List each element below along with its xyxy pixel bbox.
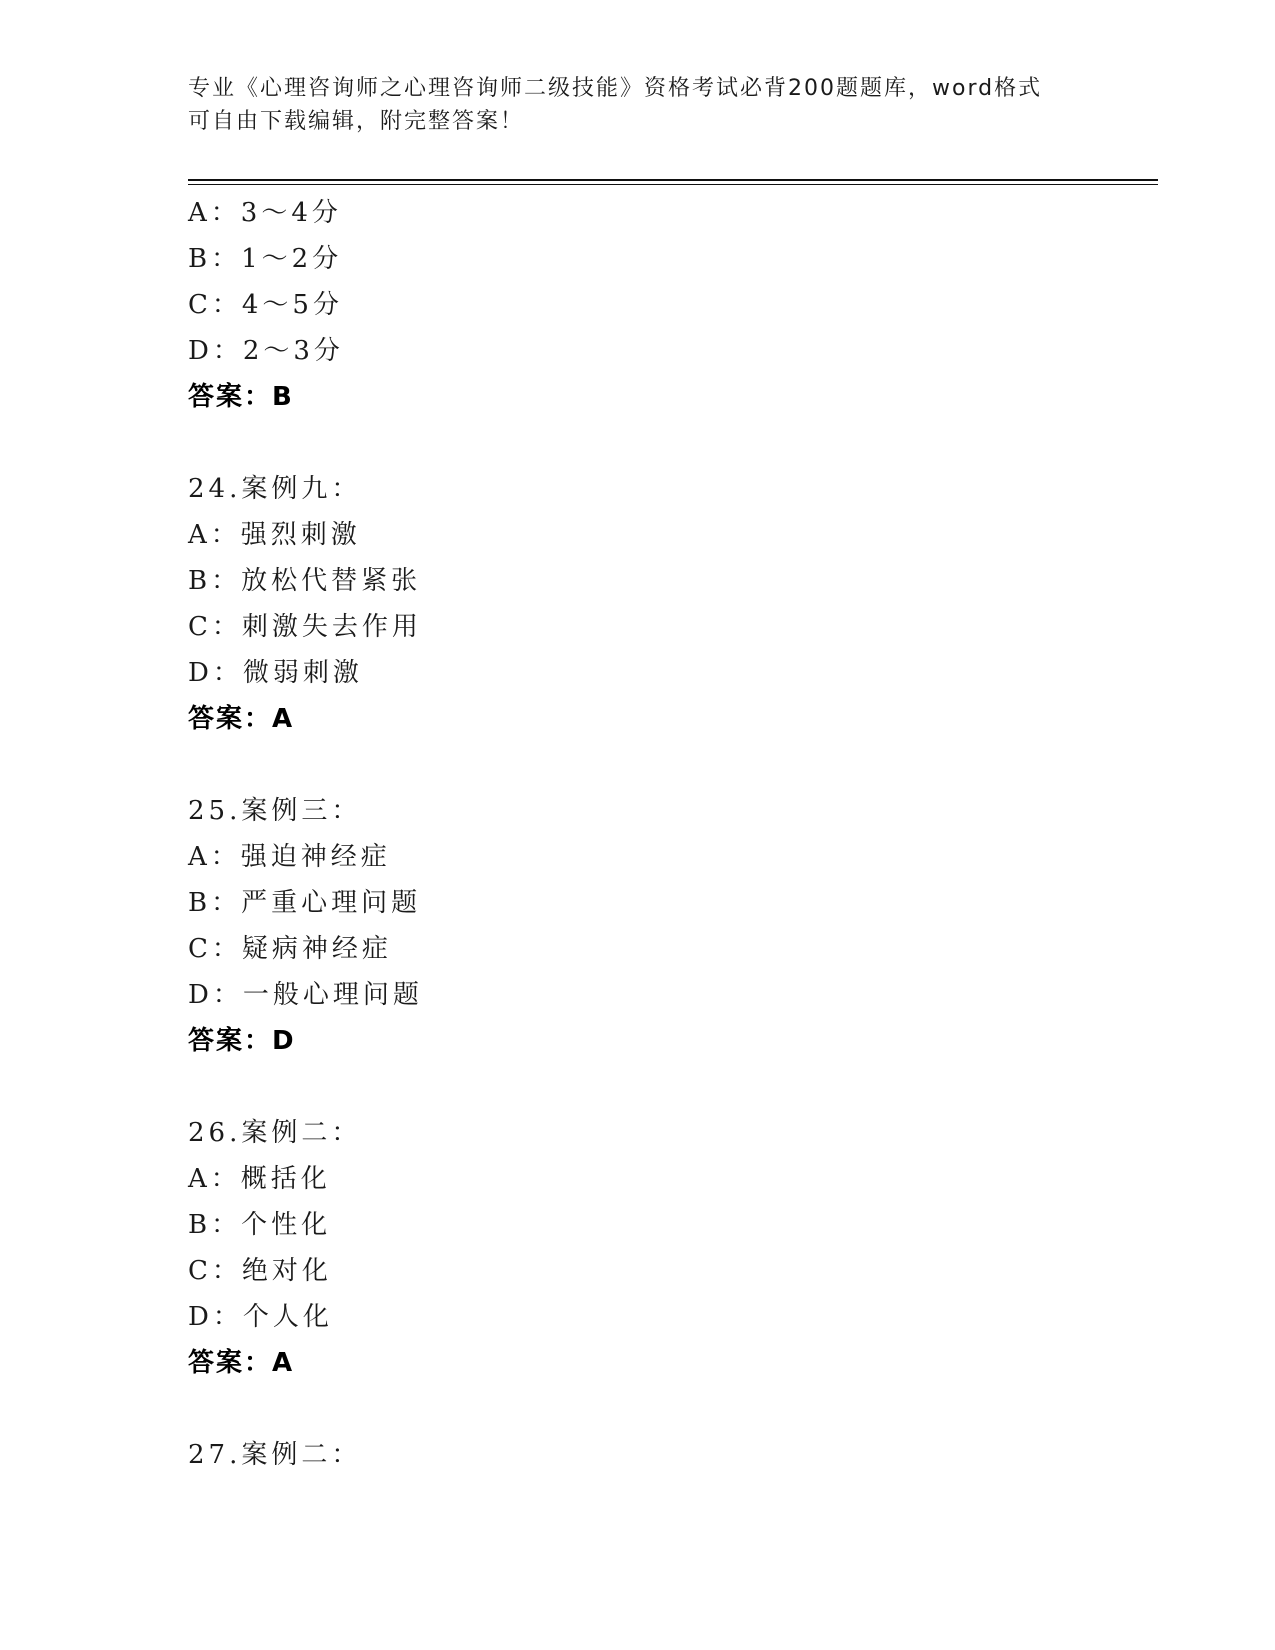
option-c: C：疑病神经症 bbox=[188, 934, 392, 964]
spacer bbox=[188, 420, 1148, 466]
option-a: A：强烈刺激 bbox=[188, 520, 361, 550]
option-d: D：个人化 bbox=[188, 1302, 333, 1332]
option-b: B：个性化 bbox=[188, 1210, 332, 1240]
answer-line: 答案：B bbox=[188, 382, 294, 412]
header-line-1: 专业《心理咨询师之心理咨询师二级技能》资格考试必背200题题库，word格式 bbox=[188, 76, 1043, 101]
question-block-24 bbox=[188, 466, 1148, 742]
question-block-26 bbox=[188, 1110, 1148, 1386]
option-b: B：1～2分 bbox=[188, 244, 343, 274]
spacer bbox=[188, 1064, 1148, 1110]
option-c: C：绝对化 bbox=[188, 1256, 332, 1286]
question-title: 24.案例九： bbox=[188, 474, 362, 504]
option-a: A：3～4分 bbox=[188, 198, 342, 228]
option-d: D：2～3分 bbox=[188, 336, 344, 366]
answer-line: 答案：A bbox=[188, 1348, 295, 1378]
option-d: D：一般心理问题 bbox=[188, 980, 423, 1010]
header-rule-thin bbox=[188, 184, 1158, 185]
question-block-27 bbox=[188, 1432, 1148, 1478]
option-d: D：微弱刺激 bbox=[188, 658, 363, 688]
question-title: 25.案例三： bbox=[188, 796, 362, 826]
answer-line: 答案：A bbox=[188, 704, 295, 734]
option-b: B：放松代替紧张 bbox=[188, 566, 422, 596]
option-c: C：刺激失去作用 bbox=[188, 612, 422, 642]
answer-line: 答案：D bbox=[188, 1026, 296, 1056]
document-header bbox=[188, 72, 1088, 138]
option-a: A：概括化 bbox=[188, 1164, 331, 1194]
question-title: 27.案例二： bbox=[188, 1440, 362, 1470]
question-title: 26.案例二： bbox=[188, 1118, 362, 1148]
question-block-23 bbox=[188, 190, 1148, 420]
question-block-25 bbox=[188, 788, 1148, 1064]
header-line-2: 可自由下载编辑，附完整答案！ bbox=[188, 109, 525, 134]
question-list bbox=[188, 190, 1148, 1478]
spacer bbox=[188, 742, 1148, 788]
option-c: C：4～5分 bbox=[188, 290, 343, 320]
option-a: A：强迫神经症 bbox=[188, 842, 391, 872]
header-rule-thick bbox=[188, 179, 1158, 181]
spacer bbox=[188, 1386, 1148, 1432]
option-b: B：严重心理问题 bbox=[188, 888, 422, 918]
